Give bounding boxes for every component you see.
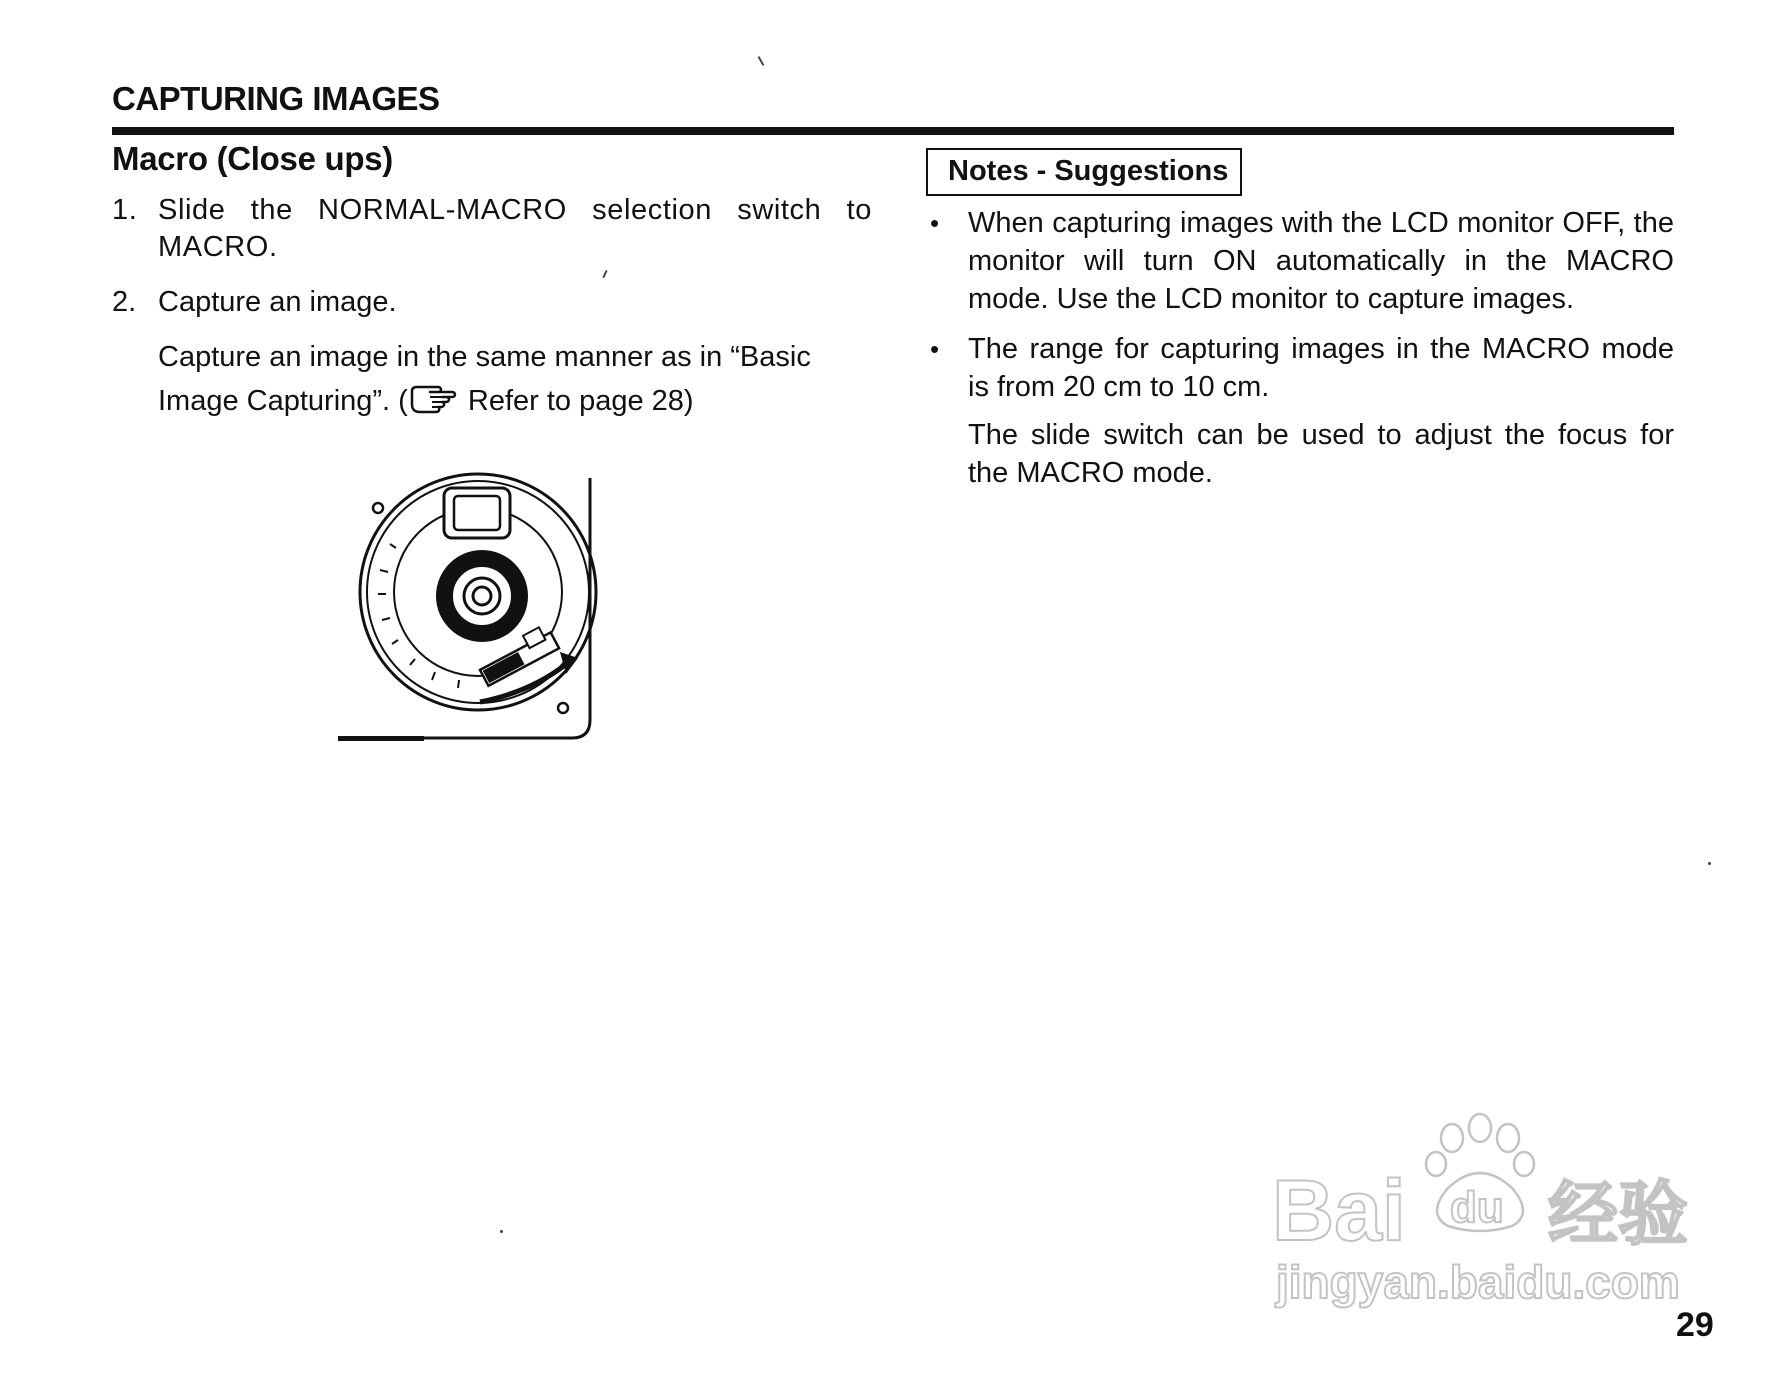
step-2 [112, 284, 872, 321]
bullet-icon: • [930, 208, 940, 238]
notes-title: Notes - Suggestions [926, 148, 1242, 196]
page-number: 29 [1676, 1306, 1714, 1344]
note-item [926, 330, 1674, 406]
step-1 [112, 192, 872, 266]
speck [500, 1230, 503, 1233]
step-description-text: Capture an image in the same manner as in “Basic Image Capturing”. ( [158, 341, 811, 417]
watermark-brand-cn: 经验 [1548, 1175, 1688, 1253]
speck [1708, 862, 1711, 865]
left-column [112, 140, 872, 423]
step-text: Capture an image. [158, 286, 397, 318]
camera-macro-figure [330, 470, 610, 750]
step-text: Slide the NORMAL-MACRO selection switch to MACRO. [158, 194, 872, 263]
step-number: 1. [112, 194, 138, 226]
note-text: When capturing images with the LCD monitor OFF, the monitor will turn ON automatically in the MACRO mode. Use the LCD monitor to capture images. [968, 207, 1674, 315]
note-continuation: The slide switch can be used to adjust the focus for the MACRO mode. [968, 419, 1674, 489]
baidu-jingyan-watermark [1272, 1110, 1692, 1310]
step-number: 2. [112, 286, 137, 318]
section-title: CAPTURING IMAGES [112, 80, 440, 117]
step-reference-text: Refer to page 28) [459, 385, 694, 417]
watermark-url: jingyan.baidu.com [1276, 1256, 1680, 1308]
subheading: Macro (Close ups) [112, 140, 393, 177]
header-rule [112, 127, 1674, 135]
bullet-icon: • [930, 334, 940, 364]
note-item [926, 204, 1674, 318]
right-column [926, 148, 1674, 492]
step-2-description [112, 335, 872, 423]
watermark-brand-du: du [1450, 1183, 1504, 1232]
note-text: The range for capturing images in the MACRO mode is from 20 cm to 10 cm. [968, 333, 1674, 403]
speck [758, 56, 765, 66]
watermark-brand: Bai [1272, 1163, 1406, 1259]
pointing-hand-icon [408, 385, 460, 417]
